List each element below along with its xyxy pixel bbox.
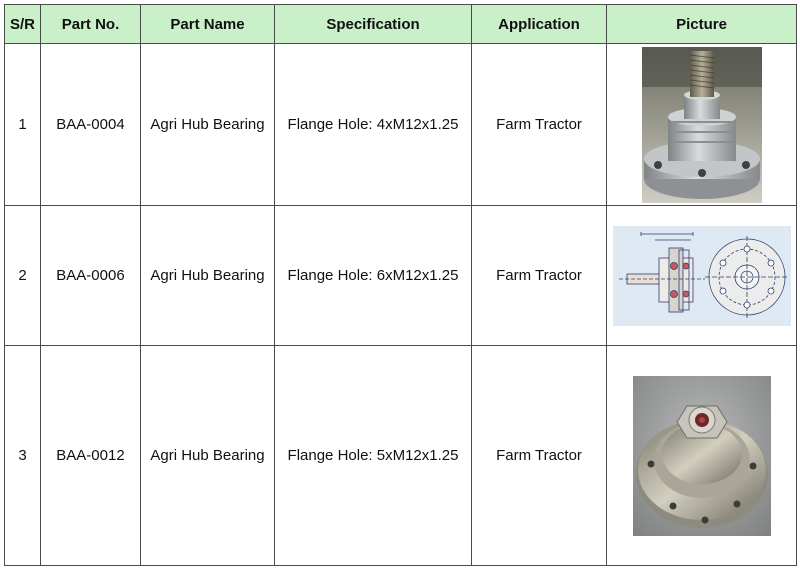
hub-bearing-photo-2 (633, 376, 771, 536)
header-row (5, 5, 797, 44)
cell-part-no: BAA-0004 (41, 44, 141, 206)
cell-specification: Flange Hole: 5xM12x1.25 (275, 346, 472, 566)
cell-application: Farm Tractor (472, 206, 607, 346)
table-row (5, 346, 797, 566)
hub-bearing-technical-drawing (613, 226, 791, 326)
table-row (5, 206, 797, 346)
header-part-name: Part Name (141, 5, 275, 44)
parts-table (4, 4, 797, 566)
cell-specification: Flange Hole: 6xM12x1.25 (275, 206, 472, 346)
cell-sr: 1 (5, 44, 41, 206)
cell-specification: Flange Hole: 4xM12x1.25 (275, 44, 472, 206)
header-specification: Specification (275, 5, 472, 44)
cell-part-name: Agri Hub Bearing (141, 44, 275, 206)
table-row (5, 44, 797, 206)
cell-part-name: Agri Hub Bearing (141, 206, 275, 346)
cell-part-no: BAA-0012 (41, 346, 141, 566)
cell-sr: 2 (5, 206, 41, 346)
header-picture: Picture (607, 5, 797, 44)
cell-picture (607, 44, 797, 206)
hub-bearing-photo-1 (642, 47, 762, 203)
cell-picture (607, 206, 797, 346)
cell-application: Farm Tractor (472, 44, 607, 206)
cell-sr: 3 (5, 346, 41, 566)
cell-application: Farm Tractor (472, 346, 607, 566)
cell-picture (607, 346, 797, 566)
header-application: Application (472, 5, 607, 44)
header-sr: S/R (5, 5, 41, 44)
header-part-no: Part No. (41, 5, 141, 44)
cell-part-no: BAA-0006 (41, 206, 141, 346)
cell-part-name: Agri Hub Bearing (141, 346, 275, 566)
